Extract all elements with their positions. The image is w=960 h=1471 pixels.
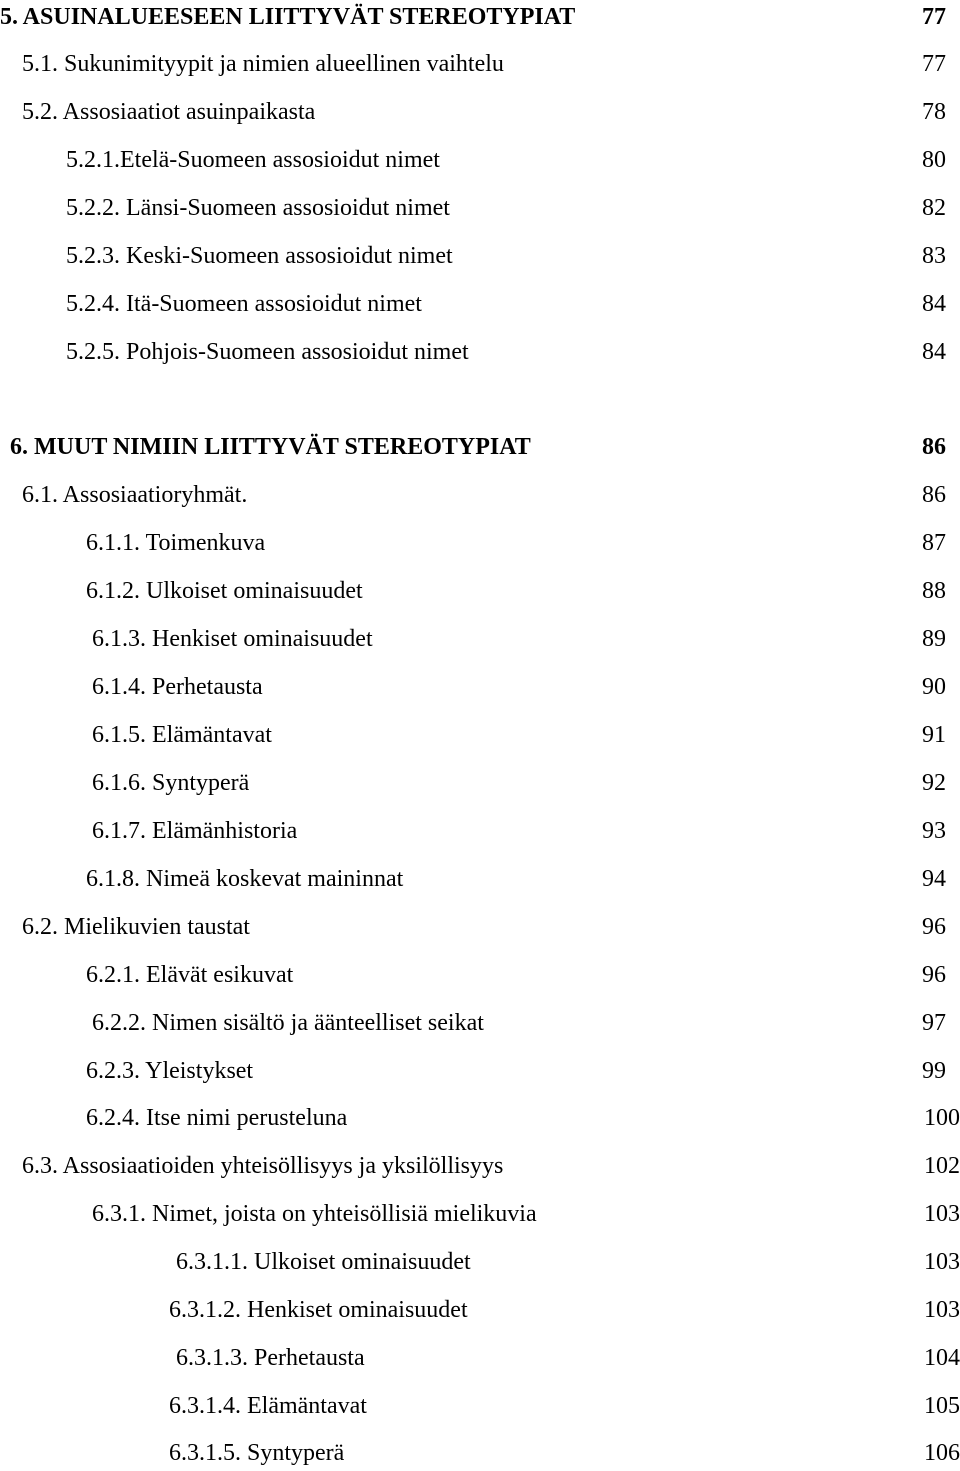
toc-entry-title: 6.1.4. Perhetausta (92, 674, 263, 700)
toc-entry-page-number: 86 (922, 482, 946, 508)
toc-entry (0, 191, 960, 225)
toc-entry-title: 6.2.2. Nimen sisältö ja äänteelliset seikat (92, 1010, 484, 1036)
toc-entry-title: 6.1.5. Elämäntavat (92, 722, 272, 748)
toc-chapter-entry (0, 430, 960, 464)
toc-entry-page-number: 89 (922, 626, 946, 652)
toc-entry-page-number: 78 (922, 99, 946, 125)
toc-entry-title: 6.3.1.3. Perhetausta (176, 1345, 365, 1371)
toc-entry-title: 5.2.2. Länsi-Suomeen assosioidut nimet (66, 195, 450, 221)
toc-entry-title: 5. ASUINALUEESEEN LIITTYVÄT STEREOTYPIAT (0, 4, 576, 30)
toc-entry-page-number: 84 (922, 291, 946, 317)
toc-entry-page-number: 97 (922, 1010, 946, 1036)
toc-entry-title: 6.2. Mielikuvien taustat (22, 914, 250, 940)
toc-entry-page-number: 93 (922, 818, 946, 844)
toc-entry-title: 6.1. Assosiaatioryhmät. (22, 482, 248, 508)
toc-entry-title: 5.2.3. Keski-Suomeen assosioidut nimet (66, 243, 453, 269)
toc-entry (0, 1006, 960, 1040)
toc-entry (0, 766, 960, 800)
toc-entry-title: 6.2.1. Elävät esikuvat (86, 962, 294, 988)
toc-entry-page-number: 77 (922, 51, 946, 77)
toc-entry (0, 1389, 960, 1423)
toc-entry (0, 670, 960, 704)
toc-entry (0, 143, 960, 177)
toc-entry-title: 6.2.3. Yleistykset (86, 1058, 254, 1084)
toc-entry (0, 1101, 960, 1135)
toc-entry (0, 95, 960, 129)
toc-entry-title: 6. MUUT NIMIIN LIITTYVÄT STEREOTYPIAT (10, 434, 531, 460)
toc-entry-page-number: 99 (922, 1058, 946, 1084)
toc-entry (0, 47, 960, 81)
toc-entry (0, 1149, 960, 1183)
toc-entry (0, 910, 960, 944)
toc-entry-page-number: 96 (922, 914, 946, 940)
toc-entry-title: 6.3.1. Nimet, joista on yhteisöllisiä mielikuvia (92, 1201, 537, 1227)
toc-entry (0, 335, 960, 369)
toc-entry (0, 622, 960, 656)
toc-entry-page-number: 87 (922, 530, 946, 556)
toc-entry (0, 478, 960, 512)
toc-entry-page-number: 86 (922, 434, 946, 460)
toc-entry-title: 6.3.1.4. Elämäntavat (169, 1393, 367, 1419)
toc-entry-page-number: 88 (922, 578, 946, 604)
toc-entry (0, 526, 960, 560)
toc-entry (0, 1293, 960, 1327)
toc-entry-page-number: 94 (922, 866, 946, 892)
toc-entry-title: 5.2.1.Etelä-Suomeen assosioidut nimet (66, 147, 440, 173)
toc-entry-page-number: 91 (922, 722, 946, 748)
toc-entry-title: 5.2.4. Itä-Suomeen assosioidut nimet (66, 291, 422, 317)
toc-entry-page-number: 103 (924, 1297, 960, 1323)
toc-entry-title: 6.3. Assosiaatioiden yhteisöllisyys ja yksilöllisyys (22, 1153, 504, 1179)
toc-entry (0, 958, 960, 992)
toc-entry-title: 6.1.6. Syntyperä (92, 770, 250, 796)
toc-entry-title: 6.1.2. Ulkoiset ominaisuudet (86, 578, 363, 604)
toc-entry-page-number: 83 (922, 243, 946, 269)
toc-entry-page-number: 77 (922, 4, 946, 30)
toc-entry-page-number: 106 (924, 1440, 960, 1466)
toc-entry-title: 6.3.1.5. Syntyperä (169, 1440, 345, 1466)
toc-entry-title: 6.2.4. Itse nimi perusteluna (86, 1105, 348, 1131)
toc-entry-title: 6.3.1.2. Henkiset ominaisuudet (169, 1297, 468, 1323)
toc-entry (0, 718, 960, 752)
toc-entry (0, 287, 960, 321)
toc-entry-page-number: 105 (924, 1393, 960, 1419)
toc-entry (0, 1245, 960, 1279)
toc-entry-title: 6.3.1.1. Ulkoiset ominaisuudet (176, 1249, 471, 1275)
toc-entry-page-number: 100 (924, 1105, 960, 1131)
toc-entry-title: 5.1. Sukunimityypit ja nimien alueellinen vaihtelu (22, 51, 504, 77)
toc-entry (0, 574, 960, 608)
toc-entry-page-number: 104 (924, 1345, 960, 1371)
toc-entry (0, 1436, 960, 1470)
toc-chapter-entry (0, 0, 960, 34)
toc-entry-title: 6.1.1. Toimenkuva (86, 530, 266, 556)
toc-entry-page-number: 92 (922, 770, 946, 796)
toc-entry (0, 1341, 960, 1375)
toc-entry-page-number: 103 (924, 1201, 960, 1227)
toc-entry-title: 6.1.8. Nimeä koskevat maininnat (86, 866, 404, 892)
toc-entry-title: 5.2. Assosiaatiot asuinpaikasta (22, 99, 316, 125)
toc-entry-title: 6.1.7. Elämänhistoria (92, 818, 298, 844)
toc-entry-page-number: 82 (922, 195, 946, 221)
toc-entry-page-number: 96 (922, 962, 946, 988)
toc-entry-page-number: 80 (922, 147, 946, 173)
toc-entry-page-number: 102 (924, 1153, 960, 1179)
toc-entry (0, 814, 960, 848)
toc-entry-title: 6.1.3. Henkiset ominaisuudet (92, 626, 373, 652)
toc-entry (0, 1054, 960, 1088)
toc-entry-page-number: 84 (922, 339, 946, 365)
toc-entry (0, 1197, 960, 1231)
toc-entry-title: 5.2.5. Pohjois-Suomeen assosioidut nimet (66, 339, 469, 365)
toc-entry (0, 862, 960, 896)
toc-entry-page-number: 90 (922, 674, 946, 700)
toc-entry (0, 239, 960, 273)
toc-entry-page-number: 103 (924, 1249, 960, 1275)
